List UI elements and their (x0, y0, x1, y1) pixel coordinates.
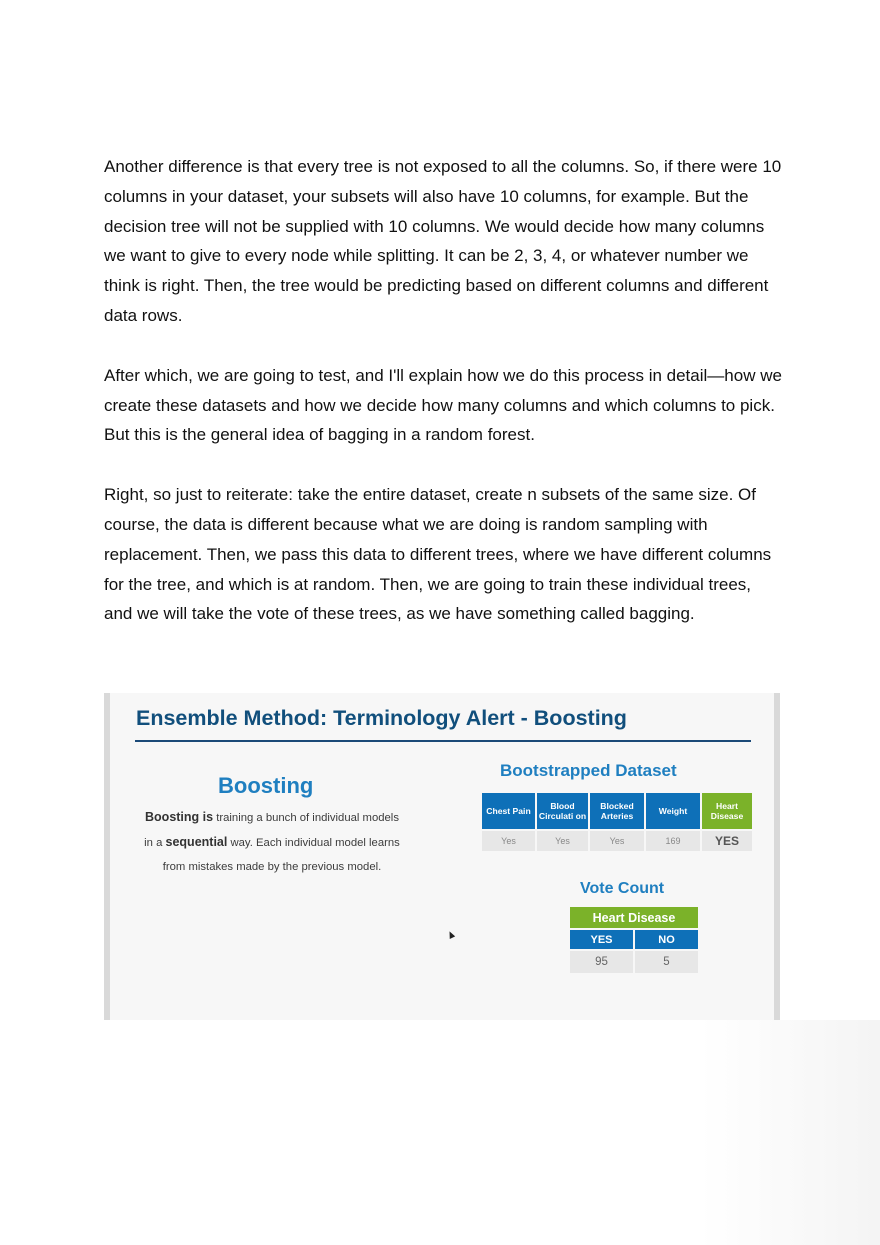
vote-group-header: Heart Disease (570, 907, 698, 928)
vote-header-row (570, 928, 698, 949)
boosting-description (140, 805, 404, 879)
page-shadow (700, 1020, 880, 1245)
bootstrapped-dataset-heading: Bootstrapped Dataset (500, 761, 677, 780)
vote-count-heading: Vote Count (580, 880, 665, 897)
vote-group-header-row (570, 907, 698, 928)
vote-value-yes: 95 (570, 949, 633, 973)
slide-title: Ensemble Method: Terminology Alert - Boosting (136, 706, 627, 730)
cell-weight: 169 (646, 829, 700, 851)
table-row (482, 829, 752, 851)
cell-heart-disease: YES (702, 829, 752, 851)
boosting-desc-1: training a bunch of individual models in a (144, 812, 399, 849)
vote-header-yes: YES (570, 928, 633, 949)
table-header-row (482, 793, 752, 829)
cell-blood-circulation: Yes (537, 829, 588, 851)
vote-value-no: 5 (635, 949, 698, 973)
bootstrapped-dataset-table (480, 793, 754, 851)
vote-count-table (568, 907, 700, 973)
boosting-desc-2: way. Each individual model learns from mistakes made by the previous model. (162, 837, 400, 873)
header-weight: Weight (646, 793, 700, 829)
paragraph-3: Right, so just to reiterate: take the entire dataset, create n subsets of the same size. Of course, the data is different because what we are doing is random sampling with replacement. Then, we pass this data to different trees, where we have different columns for the tree, and which is at random. Then, we are going to train these individual trees, and we will take the vote of these trees, as we have something called bagging. (104, 485, 772, 624)
slide-title-rule (135, 740, 751, 742)
table-row (570, 949, 698, 973)
slide-image (104, 693, 780, 1020)
boosting-heading: Boosting (218, 773, 314, 798)
paragraph-2: After which, we are going to test, and I'll explain how we do this process in detail—how we create these datasets and how we decide how many columns and which columns to pick. But this is the general idea of bagging in a random forest. (104, 365, 782, 445)
paragraph-1: Another difference is that every tree is not exposed to all the columns. So, if there were 10 columns in your dataset, your subsets will also have 10 columns, for example. But the decision tree will not be supplied with 10 columns. We would decide how many columns we want to give to every node while splitting. It can be 2, 3, 4, or whatever number we think is right. Then, the tree would be predicting based on different columns and different data rows. (104, 157, 782, 325)
header-blocked-arteries: Blocked Arteries (590, 793, 644, 829)
header-chest-pain: Chest Pain (482, 793, 535, 829)
header-blood-circulation: Blood Circulati on (537, 793, 588, 829)
cell-blocked-arteries: Yes (590, 829, 644, 851)
vote-header-no: NO (635, 928, 698, 949)
body-text (104, 152, 784, 659)
boosting-desc-bold-1: Boosting is (145, 810, 214, 824)
mouse-cursor-icon (447, 930, 455, 939)
boosting-desc-bold-2: sequential (165, 835, 228, 849)
cell-chest-pain: Yes (482, 829, 535, 851)
header-heart-disease: Heart Disease (702, 793, 752, 829)
